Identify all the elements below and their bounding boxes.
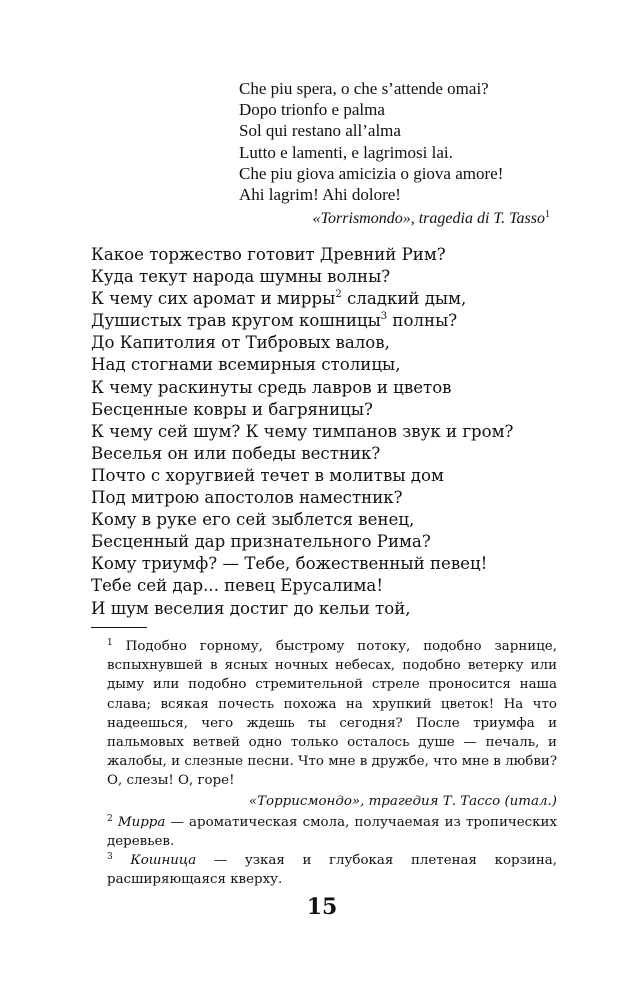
epigraph: [239, 78, 569, 205]
footnote-number: 3: [107, 852, 113, 863]
poem-line: [91, 531, 561, 553]
poem: [91, 244, 561, 620]
footnote-3: [91, 851, 557, 889]
poem-line: [91, 377, 561, 399]
footnote-number: 1: [107, 638, 113, 648]
poem-line-tail: сладкий дым,: [341, 289, 467, 309]
footnote-text: Подобно горному, быстрому потоку, подобно зарнице, вспыхнувшей в ясных ночных небесах, подобно ветерку или дыму или подобно стремительной стреле проносится наша слава; всякая почесть похожа на хрупкий цветок! На что надеешься, чего ждешь ты сегодня? После триумфа и пальмовых ветвей одно только осталось душе — печаль, и жалобы, и слезные песни. Что мне в дружбе, что мне в любви? О, слезы! О, горе!: [107, 639, 557, 789]
footnote-marker[interactable]: 3: [380, 311, 388, 323]
footnote-term: Кошница: [130, 853, 197, 869]
poem-line: [91, 598, 561, 620]
poem-line: [91, 509, 561, 531]
poem-line-text: К чему сих аромат и мирры: [91, 289, 336, 309]
poem-line: [91, 266, 561, 288]
poem-line-text: Почто с хоругвией течет в молитвы дом: [91, 465, 444, 485]
footnote-marker[interactable]: 2: [335, 289, 342, 301]
epigraph-source-text: «Torrismondo», tragedia di T. Tasso: [312, 210, 545, 227]
poem-line: [91, 244, 561, 266]
poem-line-text: Под митрою апостолов наместник?: [91, 488, 403, 508]
poem-line-text: Над стогнами всемирныя столицы,: [91, 355, 401, 375]
poem-line-text: Куда текут народа шумны волны?: [91, 267, 391, 287]
epigraph-line: Sol qui restano all’alma: [239, 121, 401, 141]
poem-line: [91, 487, 561, 509]
poem-line: [91, 575, 561, 597]
poem-line: [91, 332, 561, 354]
poem-line-text: К чему раскинуты средь лавров и цветов: [91, 377, 452, 397]
poem-line-text: Бесценные ковры и багряницы?: [91, 399, 373, 419]
poem-line: [91, 421, 561, 443]
poem-line-tail: полны?: [387, 311, 458, 331]
footnote-1: [91, 637, 557, 811]
poem-line: [91, 288, 561, 310]
footnote-term: Мирра: [117, 814, 166, 830]
poem-line-text: Тебе сей дар... певец Ерусалима!: [91, 576, 383, 596]
poem-line: [91, 354, 561, 376]
footnotes: [91, 637, 557, 890]
poem-line-text: Душистых трав кругом кошницы: [91, 311, 381, 331]
footnote-2: [91, 813, 557, 851]
poem-line-text: И шум веселия достиг до кельи той,: [91, 598, 411, 618]
epigraph-line: Dopo trionfo e palma: [239, 100, 385, 120]
epigraph-line: Ahi lagrim! Ahi dolore!: [239, 185, 401, 205]
poem-line: [91, 443, 561, 465]
poem-line-text: К чему сей шум? К чему тимпанов звук и гром?: [91, 421, 514, 441]
footnote-marker[interactable]: 1: [545, 209, 550, 220]
footnote-divider: [91, 627, 147, 628]
poem-line-text: Веселья он или победы вестник?: [91, 443, 381, 463]
poem-line-text: Какое торжество готовит Древний Рим?: [91, 245, 446, 264]
poem-line-text: Кому в руке его сей зыблется венец,: [91, 510, 415, 530]
epigraph-line: Lutto e lamenti, e lagrimosi lai.: [239, 142, 453, 162]
poem-line-text: Кому триумф? — Тебе, божественный певец!: [91, 554, 488, 574]
footnote-number: 2: [107, 813, 113, 824]
footnote-text: — узкая и глубокая плетеная корзина, расширяющаяся кверху.: [107, 853, 557, 888]
epigraph-line: Che piu giova amicizia o giova amore!: [239, 163, 504, 183]
footnote-attribution: «Торрисмондо», трагедия Т. Тассо (итал.): [248, 793, 557, 809]
poem-line-text: Бесценный дар признательного Рима?: [91, 532, 431, 552]
epigraph-line: Che piu spera, o che s’attende omai?: [239, 79, 489, 98]
poem-line: [91, 399, 561, 421]
poem-line: [91, 310, 561, 332]
page-number: 15: [306, 894, 338, 920]
footnote-text: — ароматическая смола, получаемая из тропических деревьев.: [107, 814, 557, 850]
poem-line: [91, 553, 561, 575]
epigraph-source: [313, 210, 550, 228]
poem-line: [91, 465, 561, 487]
poem-line-text: До Капитолия от Тибровых валов,: [91, 333, 390, 353]
